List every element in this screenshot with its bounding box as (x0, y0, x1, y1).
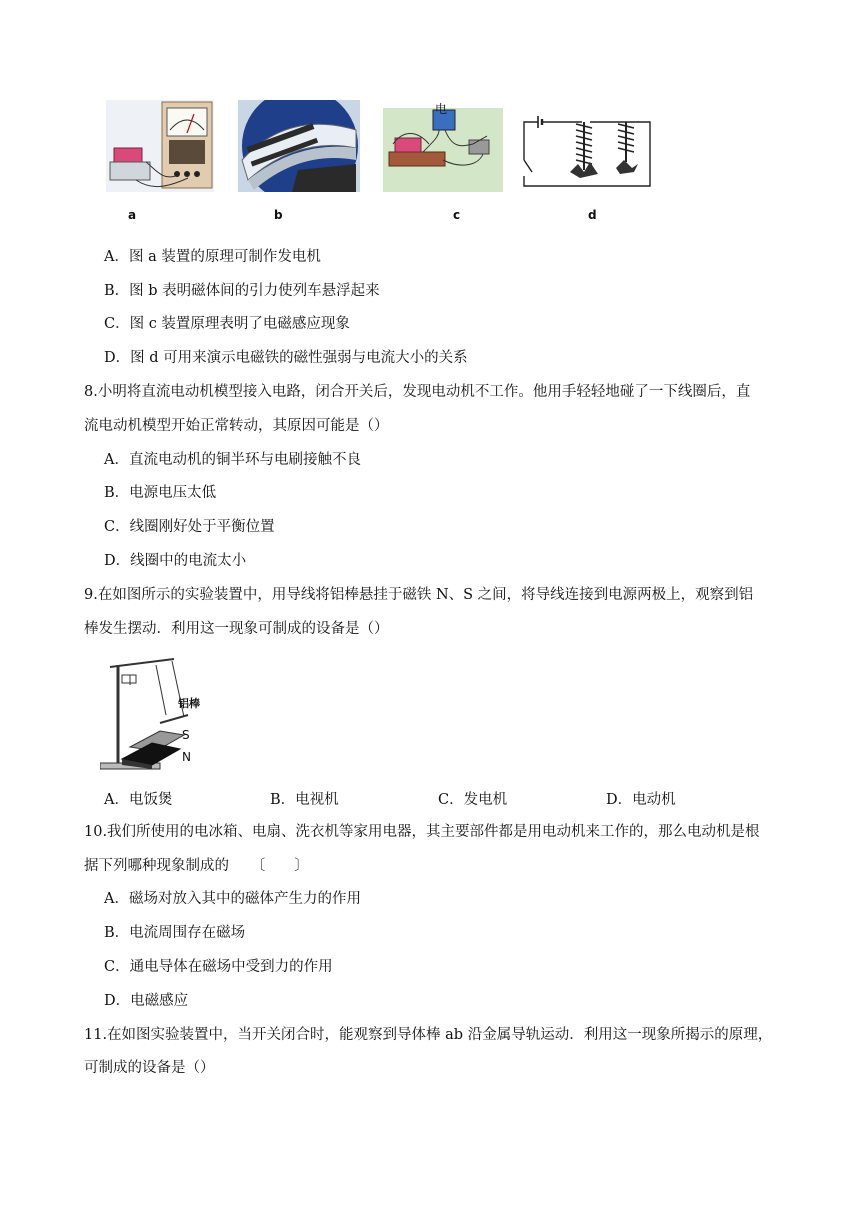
q10-option-b: B．电流周围存在磁场 (104, 925, 246, 941)
q11-stem-line2: 可制成的设备是（） (84, 1060, 215, 1076)
figure-b-label: b (274, 208, 283, 222)
q7-option-d: D．图 d 可用来演示电磁铁的磁性强弱与电流大小的关系 (104, 350, 468, 366)
q8-option-a: A．直流电动机的铜半环与电刷接触不良 (104, 452, 361, 468)
figure-a-image (106, 100, 214, 192)
figure-b-image (238, 100, 360, 192)
q8-option-d: D．线圈中的电流太小 (104, 553, 247, 569)
figure-d-image (520, 100, 656, 192)
q8-option-b: B．电源电压太低 (104, 485, 217, 501)
figure-c-text: 电 (435, 102, 448, 116)
q10-option-a: A．磁场对放入其中的磁体产生力的作用 (104, 891, 361, 907)
q8-stem-line1: 8.小明将直流电动机模型接入电路，闭合开关后，发现电动机不工作。他用手轻轻地碰了一下线圈后，直 (84, 384, 751, 400)
figure-c-label: c (453, 208, 461, 222)
q7-option-b: B．图 b 表明磁体间的引力使列车悬浮起来 (104, 283, 380, 299)
figure-d-label: d (588, 208, 597, 222)
q9-options-row (104, 788, 704, 808)
q9-figure-pole-s: S (182, 728, 190, 742)
q9-figure-rod-label: 铝棒 (178, 697, 200, 710)
q9-apparatus-figure (100, 655, 210, 773)
figure-row (104, 100, 664, 230)
q11-stem-line1: 11.在如图实验装置中，当开关闭合时，能观察到导体棒 ab 沿金属导轨运动．利用这一现象所揭示的原理， (84, 1027, 773, 1043)
q9-option-c: C．发电机 (438, 792, 508, 808)
q8-option-c: C．线圈刚好处于平衡位置 (104, 519, 275, 535)
q9-option-d: D．电动机 (606, 792, 676, 808)
figure-a-label: a (128, 208, 137, 222)
q9-stem-line1: 9.在如图所示的实验装置中，用导线将铝棒悬挂于磁铁 N、S 之间，将导线连接到电源两极上，观察到铝 (84, 587, 754, 603)
q9-stem-line2: 棒发生摆动．利用这一现象可制成的设备是（） (84, 621, 389, 637)
q10-stem-line2: 据下列哪种现象制成的 〔 〕 (84, 858, 309, 874)
q7-option-c: C．图 c 装置原理表明了电磁感应现象 (104, 316, 350, 332)
q10-option-d: D．电磁感应 (104, 993, 189, 1009)
q9-option-b: B．电视机 (270, 792, 339, 808)
q8-stem-line2: 流电动机模型开始正常转动，其原因可能是（） (84, 418, 389, 434)
q9-figure-pole-n: N (182, 750, 191, 764)
q10-option-c: C．通电导体在磁场中受到力的作用 (104, 959, 333, 975)
q10-stem-line1: 10.我们所使用的电冰箱、电扇、洗衣机等家用电器，其主要部件都是用电动机来工作的，那么电动机是根 (84, 824, 760, 840)
q7-option-a: A．图 a 装置的原理可制作发电机 (104, 249, 321, 265)
q9-option-a: A．电饭煲 (104, 792, 173, 808)
